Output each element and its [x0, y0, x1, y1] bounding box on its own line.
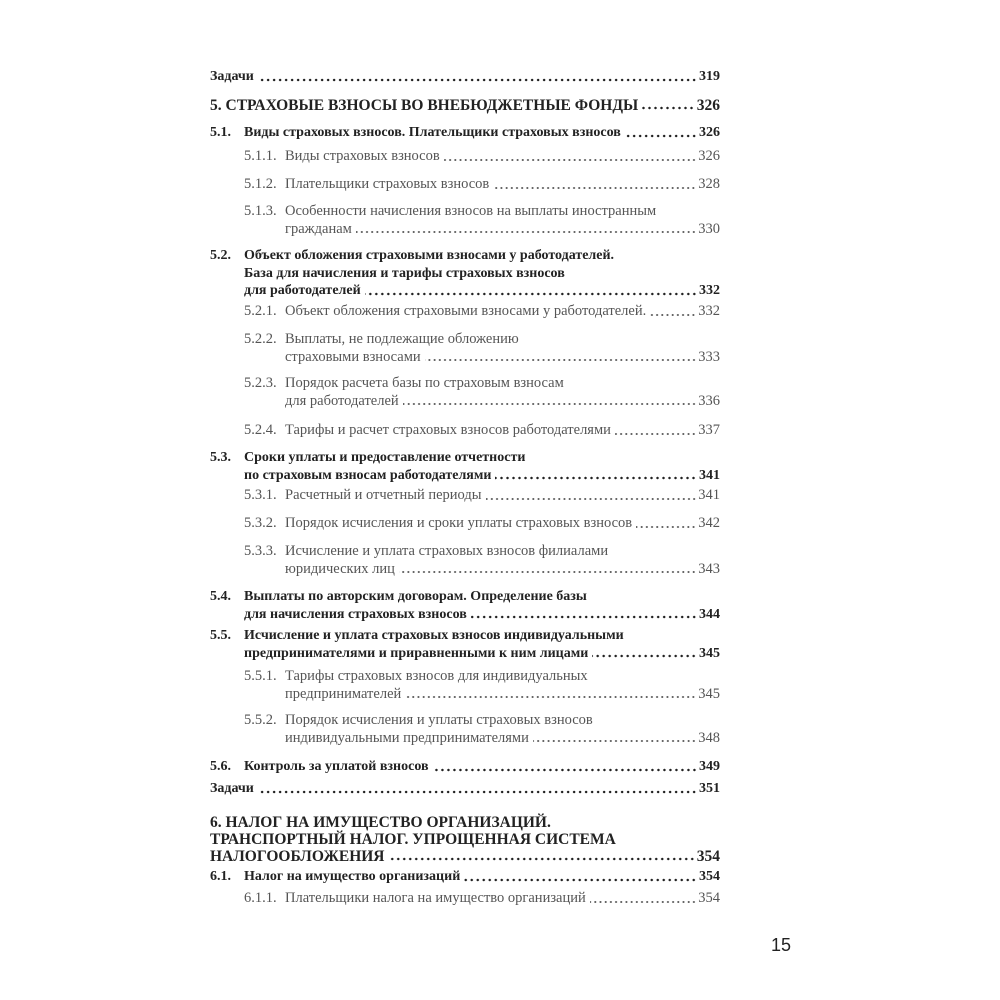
toc-entry[interactable]	[210, 868, 720, 886]
toc-entry-title: ТРАНСПОРТНЫЙ НАЛОГ. УПРОЩЕННАЯ СИСТЕМА	[210, 831, 616, 848]
toc-entry-page: 342	[698, 515, 720, 531]
toc-entry-title: для работодателей	[285, 392, 399, 409]
dot-leader	[389, 857, 695, 861]
dot-leader	[636, 525, 696, 529]
dot-leader	[464, 878, 697, 882]
dot-leader	[433, 768, 697, 772]
toc-entry-number: 5.2.	[210, 248, 231, 263]
toc-entry-title: Тарифы страховых взносов для индивидуальных	[285, 668, 588, 684]
toc-entry-page: 354	[698, 890, 720, 906]
toc-entry-page: 326	[699, 125, 720, 140]
toc-entry[interactable]	[210, 668, 720, 703]
toc-entry[interactable]	[210, 712, 720, 747]
toc-entry-page: 332	[699, 283, 720, 298]
toc-entry[interactable]	[210, 176, 720, 194]
dot-leader	[356, 230, 696, 234]
toc-entry-title: Сроки уплаты и предоставление отчетности	[244, 450, 526, 465]
toc-entry-title: База для начисления и тарифы страховых взносов	[244, 265, 565, 281]
toc-entry[interactable]	[210, 515, 720, 533]
dot-leader	[399, 570, 696, 574]
toc-entry[interactable]	[210, 780, 720, 798]
toc-entry-title: Исчисление и уплата страховых взносов филиалами	[285, 543, 609, 559]
toc-entry-number: 5.6.	[210, 759, 231, 774]
dot-leader	[365, 292, 697, 296]
toc-entry-title: Выплаты по авторским договорам. Определение базы	[244, 589, 587, 604]
toc-entry-number: 5.2.3.	[244, 375, 277, 391]
toc-entry-number: 5.1.3.	[244, 203, 277, 219]
toc-entry-page: 354	[699, 869, 720, 884]
toc-entry[interactable]	[210, 449, 720, 484]
dot-leader	[615, 432, 696, 436]
toc-entry-title: Виды страховых взносов. Плательщики страховых взносов	[244, 125, 621, 140]
toc-entry-number: 5.2.2.	[244, 331, 277, 347]
toc-entry[interactable]	[210, 588, 720, 623]
toc-entry[interactable]	[210, 148, 720, 166]
toc-entry-page: 348	[698, 729, 720, 746]
toc-entry-title: Контроль за уплатой взносов	[244, 759, 429, 774]
toc-entry-title: Задачи	[210, 781, 254, 796]
toc-entry-number: 5.1.	[210, 125, 231, 140]
dot-leader	[405, 695, 696, 699]
toc-entry[interactable]	[210, 627, 720, 662]
toc-entry[interactable]	[210, 890, 720, 908]
toc-entry-number: 5.3.	[210, 450, 231, 465]
toc-entry-title: Выплаты, не подлежащие обложению	[285, 331, 519, 347]
toc-entry-title: Особенности начисления взносов на выплаты иностранным	[285, 203, 657, 219]
toc-entry-title: юридических лиц	[285, 560, 395, 577]
toc-entry-title: страховыми взносами	[285, 348, 421, 365]
toc-entry-page: 332	[698, 303, 720, 319]
toc-entry-page: 351	[699, 781, 720, 796]
toc-entry-title: Задачи	[210, 69, 254, 84]
dot-leader	[444, 158, 697, 162]
dot-leader	[258, 790, 697, 794]
toc-entry[interactable]	[210, 422, 720, 440]
toc-entry-page: 333	[698, 348, 720, 365]
dot-leader	[493, 186, 696, 190]
toc-entry-title: гражданам	[285, 220, 352, 237]
toc-entry-title: Порядок расчета базы по страховым взносам	[285, 375, 564, 391]
toc-entry-title: Исчисление и уплата страховых взносов индивидуальными	[244, 628, 624, 643]
toc-entry-page: 326	[696, 97, 720, 114]
toc-entry-number: 5.3.1.	[244, 487, 277, 503]
toc-entry-title: Налог на имущество организаций	[244, 869, 461, 884]
toc-entry-title: предпринимателями и приравненными к ним лицами	[244, 645, 589, 661]
dot-leader	[495, 476, 697, 480]
dot-leader	[258, 78, 697, 82]
toc-entry[interactable]	[210, 543, 720, 578]
dot-leader	[590, 900, 696, 904]
toc-entry[interactable]	[210, 203, 720, 238]
toc-entry-number: 6.1.	[210, 869, 231, 884]
toc-entry[interactable]	[210, 331, 720, 366]
toc-entry-title: Расчетный и отчетный периоды	[285, 487, 482, 503]
toc-entry-title: для работодателей	[244, 283, 361, 298]
toc-entry-page: 326	[698, 148, 720, 164]
toc-entry-title: предпринимателей	[285, 685, 402, 702]
toc-entry-number: 5.1.2.	[244, 176, 277, 192]
dot-leader	[486, 497, 697, 501]
toc-entry-title: Порядок исчисления и сроки уплаты страховых взносов	[285, 515, 633, 531]
toc-entry-number: 5.5.	[210, 628, 231, 643]
toc-entry[interactable]	[210, 375, 720, 410]
toc-entry-number: 6.1.1.	[244, 890, 277, 906]
toc-entry-number: 5.2.4.	[244, 422, 277, 438]
toc-entry-title: 5. СТРАХОВЫЕ ВЗНОСЫ ВО ВНЕБЮДЖЕТНЫЕ ФОНДЫ	[210, 97, 639, 114]
toc-entry-number: 5.4.	[210, 589, 231, 604]
toc-entry[interactable]	[210, 124, 720, 142]
toc-entry-page: 337	[698, 422, 720, 438]
toc-entry-number: 5.3.3.	[244, 543, 277, 559]
dot-leader	[471, 615, 697, 619]
dot-leader	[425, 358, 697, 362]
toc-entry-title: Объект обложения страховыми взносами у работодателей.	[244, 248, 615, 263]
toc-entry-page: 341	[699, 467, 720, 483]
toc-entry-number: 5.1.1.	[244, 148, 277, 164]
dot-leader	[650, 313, 696, 317]
toc-entry-page: 354	[696, 848, 720, 865]
toc-entry[interactable]	[210, 487, 720, 505]
toc-entry[interactable]	[210, 758, 720, 776]
dot-leader	[533, 739, 696, 743]
toc-entry[interactable]	[210, 247, 720, 300]
toc-entry-number: 5.5.2.	[244, 712, 277, 728]
toc-entry-page: 345	[699, 645, 720, 661]
dot-leader	[403, 402, 697, 406]
toc-entry-page: 328	[698, 176, 720, 192]
dot-leader	[592, 654, 697, 658]
page-number: 15	[771, 935, 792, 955]
toc-entry-page: 345	[698, 685, 720, 702]
toc-entry-number: 5.5.1.	[244, 668, 277, 684]
toc-entry-title: Плательщики налога на имущество организаций	[285, 890, 586, 906]
toc-entry-page: 319	[699, 69, 720, 84]
toc-entry-page: 349	[699, 759, 720, 774]
toc-entry-number: 5.3.2.	[244, 515, 277, 531]
toc-entry-title: НАЛОГООБЛОЖЕНИЯ	[210, 848, 385, 865]
toc-entry-title: Виды страховых взносов	[285, 148, 440, 164]
toc-entry[interactable]	[210, 303, 720, 321]
toc-entry-page: 336	[698, 392, 720, 409]
dot-leader	[625, 134, 697, 138]
toc-entry-title: Объект обложения страховыми взносами у работодателей.	[285, 303, 647, 319]
toc-entry-title: Порядок исчисления и уплаты страховых взносов	[285, 712, 593, 728]
toc-entry-page: 344	[699, 606, 720, 622]
toc-entry[interactable]	[210, 814, 720, 865]
toc-entry-page: 341	[698, 487, 720, 503]
toc-entry-page: 343	[698, 560, 720, 577]
toc-entry-page: 330	[698, 220, 720, 237]
toc-entry-title: 6. НАЛОГ НА ИМУЩЕСТВО ОРГАНИЗАЦИЙ.	[210, 814, 551, 831]
toc-entry-title: Плательщики страховых взносов	[285, 176, 490, 192]
toc-entry[interactable]	[210, 97, 720, 114]
dot-leader	[642, 106, 695, 110]
toc-entry-title: для начисления страховых взносов	[244, 606, 467, 622]
toc-entry-title: по страховым взносам работодателями	[244, 467, 492, 483]
toc-entry-title: Тарифы и расчет страховых взносов работодателями	[285, 422, 611, 438]
toc-entry[interactable]	[210, 68, 720, 86]
toc-entry-title: индивидуальными предпринимателями	[285, 729, 529, 746]
toc-entry-number: 5.2.1.	[244, 303, 277, 319]
